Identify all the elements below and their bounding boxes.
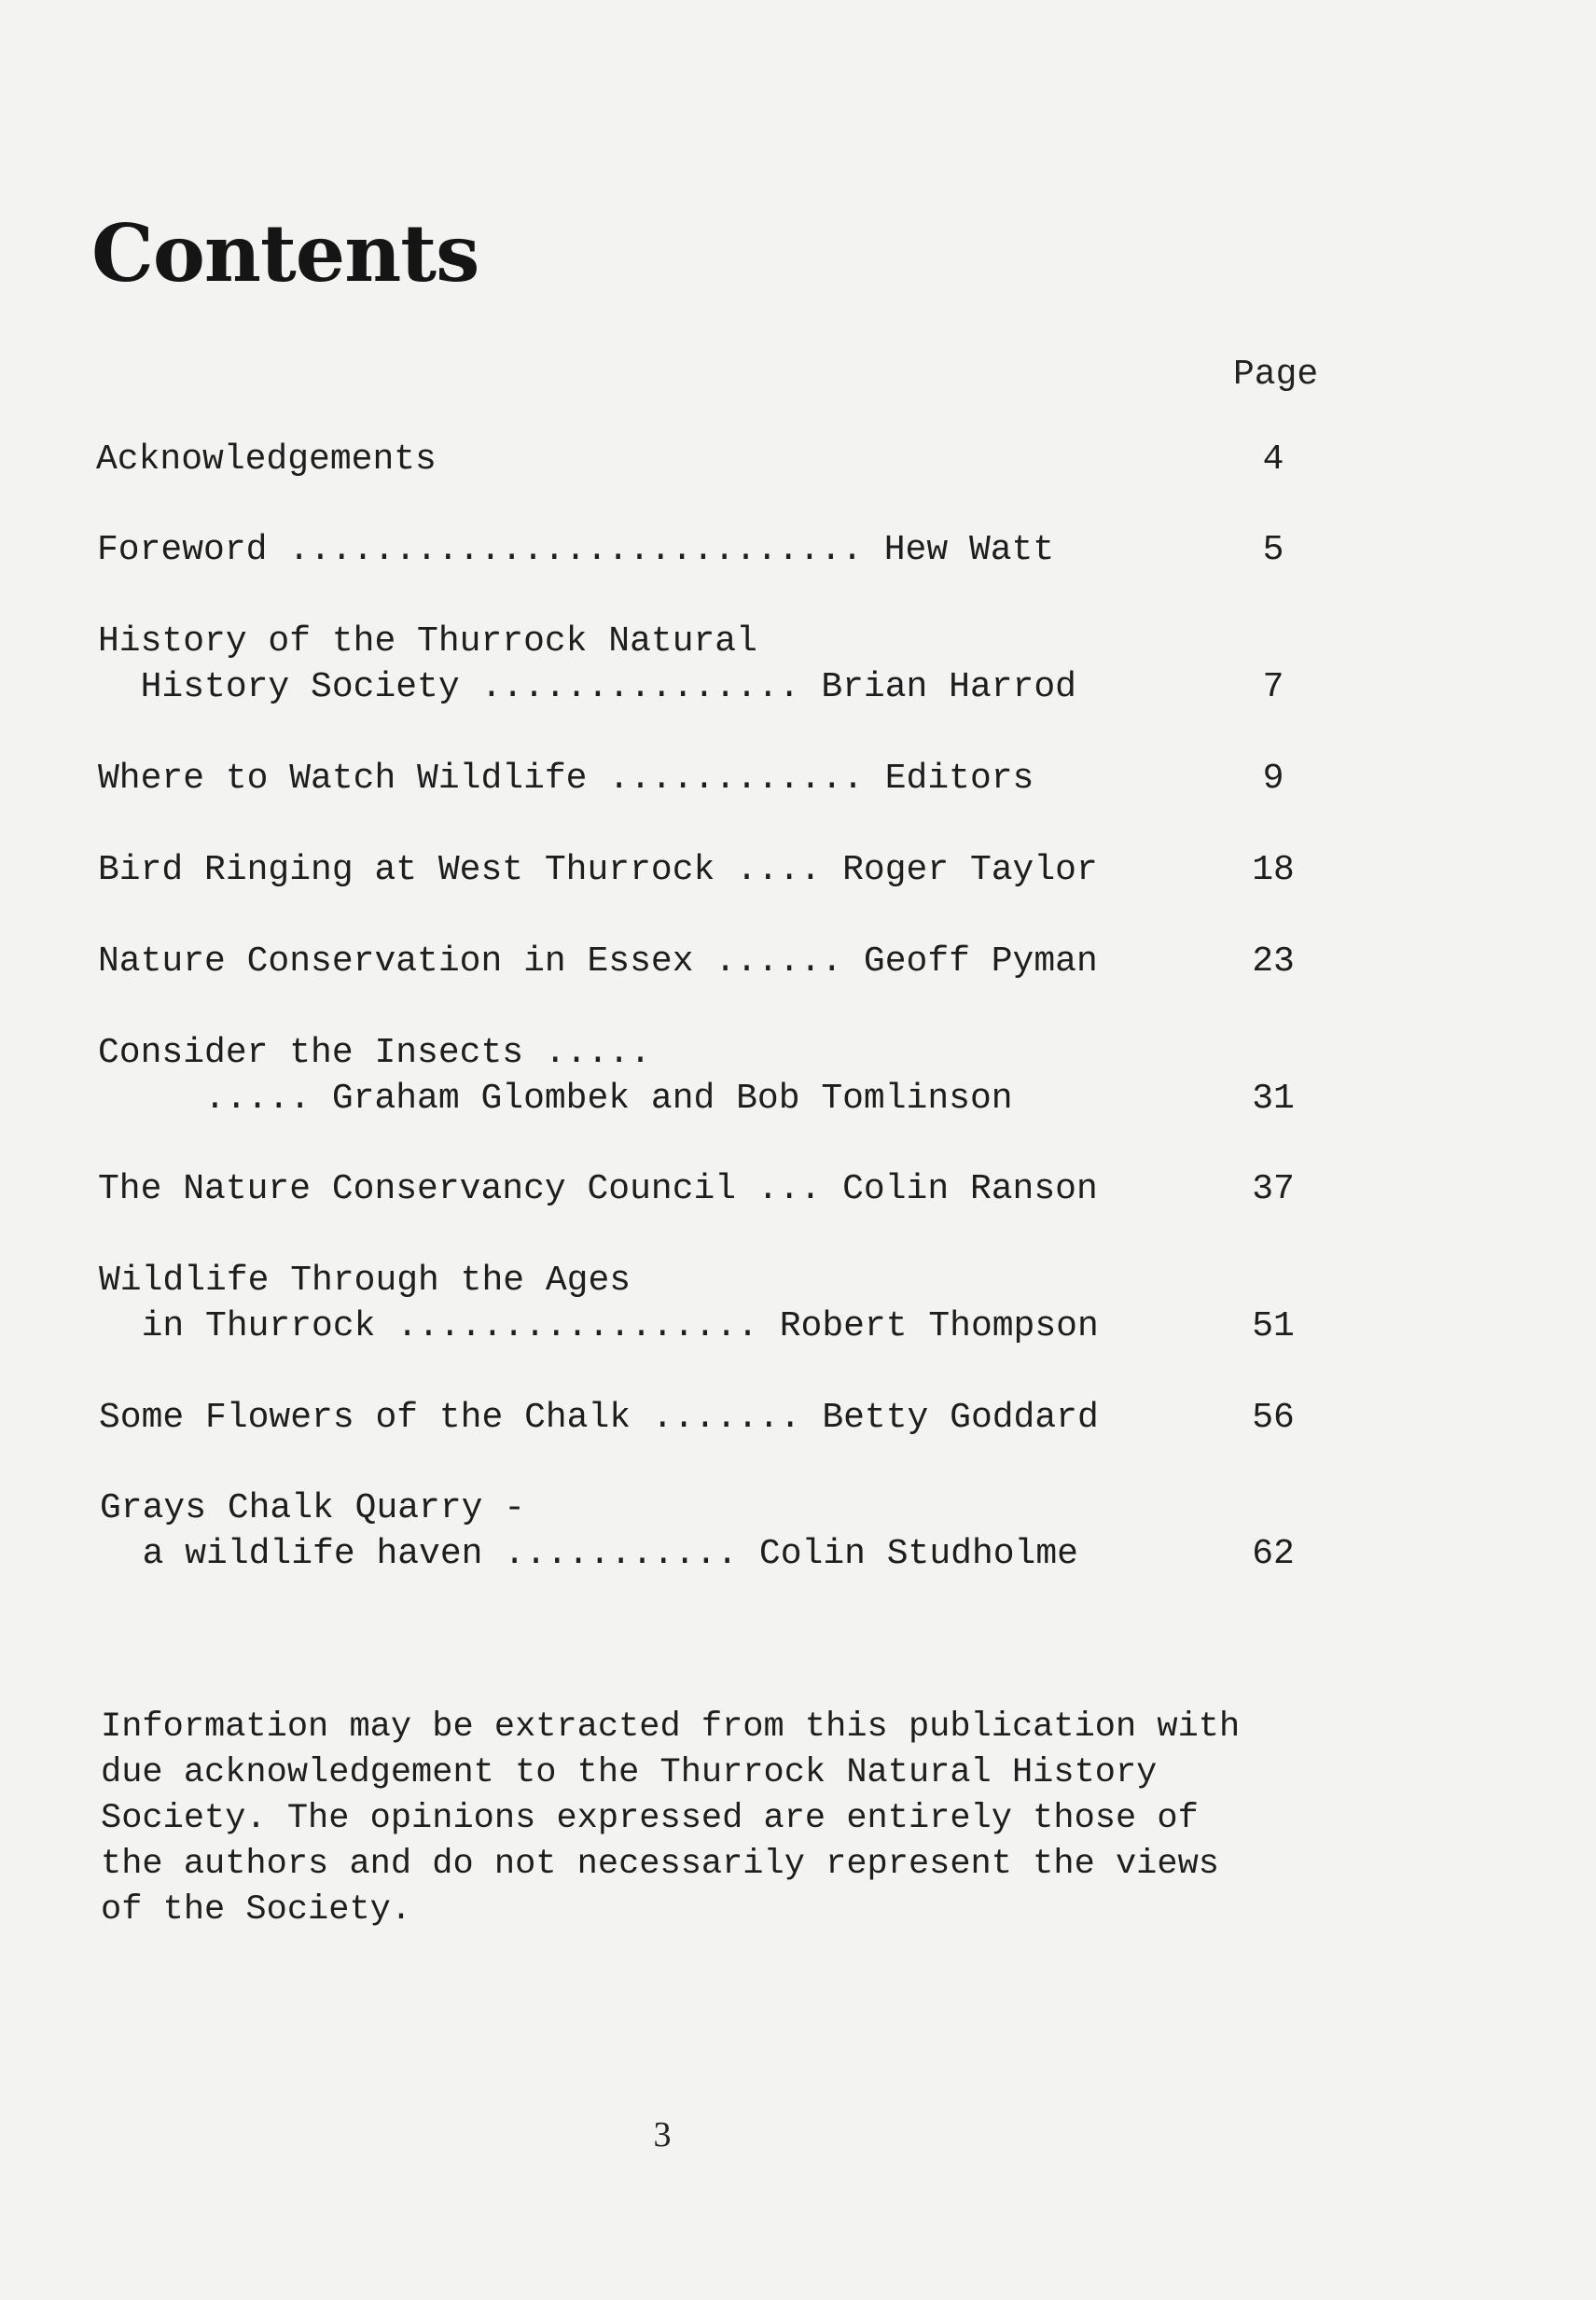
toc-page-number: 62: [1252, 1534, 1295, 1574]
toc-entry-where-to-watch[interactable]: Where to Watch Wildlife ............ Editors: [98, 759, 1034, 799]
page-number: 3: [653, 2115, 672, 2154]
toc-page-number: 37: [1252, 1169, 1295, 1209]
notice-line: Information may be extracted from this publication with: [101, 1708, 1241, 1747]
toc-page-number: 51: [1252, 1306, 1295, 1346]
toc-entry-history-society[interactable]: History of the Thurrock Natural: [98, 621, 757, 662]
toc-entry-grays-quarry[interactable]: Grays Chalk Quarry -: [100, 1488, 526, 1528]
page-title: Contents: [91, 207, 479, 300]
toc-entry-flowers-chalk[interactable]: Some Flowers of the Chalk ....... Betty Goddard: [99, 1398, 1099, 1438]
notice-line: the authors and do not necessarily represent the views: [101, 1845, 1219, 1884]
toc-page-number: 9: [1262, 759, 1284, 799]
notice-line: of the Society.: [101, 1890, 412, 1930]
toc-page-number: 18: [1252, 850, 1295, 890]
toc-entry-history-society-cont[interactable]: History Society ............... Brian Harrod: [98, 667, 1076, 707]
toc-page-number: 31: [1252, 1079, 1295, 1119]
toc-page-number: 5: [1262, 530, 1284, 570]
toc-entry-wildlife-ages-cont[interactable]: in Thurrock ................. Robert Thompson: [99, 1306, 1099, 1346]
toc-entry-grays-quarry-cont[interactable]: a wildlife haven ........... Colin Studholme: [100, 1534, 1078, 1574]
toc-page-number: 56: [1252, 1398, 1295, 1438]
toc-entry-consider-insects[interactable]: Consider the Insects .....: [98, 1033, 651, 1073]
toc-page-number: 4: [1262, 439, 1284, 480]
toc-entry-nature-conservancy[interactable]: The Nature Conservancy Council ... Colin Ranson: [98, 1169, 1098, 1209]
toc-entry-wildlife-ages[interactable]: Wildlife Through the Ages: [99, 1261, 631, 1301]
toc-page-number: 23: [1252, 941, 1295, 982]
notice-line: Society. The opinions expressed are entirely those of: [101, 1799, 1199, 1838]
toc-entry-acknowledgements[interactable]: Acknowledgements: [96, 439, 437, 480]
toc-page-number: 7: [1262, 667, 1284, 707]
page-column-label: Page: [1233, 355, 1319, 395]
toc-entry-foreword[interactable]: Foreword ........................... Hew Watt: [97, 530, 1055, 570]
toc-entry-nature-conservation[interactable]: Nature Conservation in Essex ...... Geoff Pyman: [98, 941, 1098, 982]
toc-entry-bird-ringing[interactable]: Bird Ringing at West Thurrock .... Roger Taylor: [98, 850, 1098, 890]
notice-line: due acknowledgement to the Thurrock Natural History: [101, 1753, 1158, 1792]
copyright-notice: [101, 1705, 1425, 1933]
toc-entry-consider-insects-cont[interactable]: ..... Graham Glombek and Bob Tomlinson: [98, 1079, 1013, 1119]
